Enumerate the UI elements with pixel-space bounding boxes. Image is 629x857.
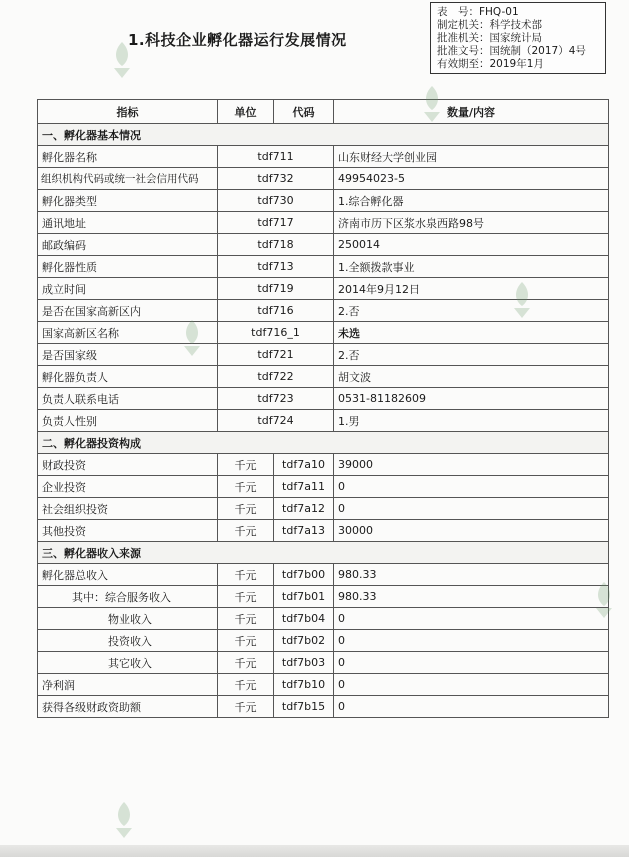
section-heading: 二、孵化器投资构成 bbox=[38, 432, 609, 454]
meta-approving-authority: 批准机关：国家统计局 bbox=[437, 32, 542, 44]
table-row: 孵化器总收入 千元 tdf7b00 980.33 bbox=[38, 564, 609, 586]
table-row: 财政投资 千元 tdf7a10 39000 bbox=[38, 454, 609, 476]
table-row: 获得各级财政资助额 千元 tdf7b15 0 bbox=[38, 696, 609, 718]
meta-form-number: 表 号：FHQ-01 bbox=[437, 6, 519, 18]
page-bottom-edge bbox=[0, 845, 629, 857]
header-code: 代码 bbox=[274, 100, 334, 124]
meta-approval-number: 批准文号：国统制（2017）4号 bbox=[437, 45, 586, 57]
section-heading: 一、孵化器基本情况 bbox=[38, 124, 609, 146]
table-row: 负责人联系电话 tdf723 0531-81182609 bbox=[38, 388, 609, 410]
meta-valid-until: 有效期至：2019年1月 bbox=[437, 58, 544, 70]
table-row: 其他投资 千元 tdf7a13 30000 bbox=[38, 520, 609, 542]
header-indicator: 指标 bbox=[38, 100, 218, 124]
table-row: 其中：综合服务收入 千元 tdf7b01 980.33 bbox=[38, 586, 609, 608]
table-row: 邮政编码 tdf718 250014 bbox=[38, 234, 609, 256]
form-metadata-box bbox=[430, 2, 606, 74]
watermark-emblem-icon bbox=[108, 40, 136, 80]
incubator-data-table bbox=[37, 99, 609, 718]
table-header-row bbox=[38, 100, 609, 124]
table-row: 孵化器类型 tdf730 1.综合孵化器 bbox=[38, 190, 609, 212]
header-value: 数量/内容 bbox=[334, 100, 609, 124]
section-heading: 三、孵化器收入来源 bbox=[38, 542, 609, 564]
watermark-emblem-icon bbox=[110, 800, 138, 840]
table-row: 孵化器名称 tdf711 山东财经大学创业园 bbox=[38, 146, 609, 168]
table-row: 其它收入 千元 tdf7b03 0 bbox=[38, 652, 609, 674]
table-row: 组织机构代码或统一社会信用代码 tdf732 49954023-5 bbox=[38, 168, 609, 190]
watermark-emblem-icon bbox=[590, 580, 618, 620]
table-row: 孵化器负责人 tdf722 胡文波 bbox=[38, 366, 609, 388]
form-title: 1.科技企业孵化器运行发展情况 bbox=[128, 31, 347, 49]
table-row: 是否在国家高新区内 tdf716 2.否 bbox=[38, 300, 609, 322]
table-row: 社会组织投资 千元 tdf7a12 0 bbox=[38, 498, 609, 520]
table-row: 物业收入 千元 tdf7b04 0 bbox=[38, 608, 609, 630]
table-row: 负责人性别 tdf724 1.男 bbox=[38, 410, 609, 432]
table-row: 国家高新区名称 tdf716_1 未选 bbox=[38, 322, 609, 344]
table-row: 通讯地址 tdf717 济南市历下区浆水泉西路98号 bbox=[38, 212, 609, 234]
table-row: 是否国家级 tdf721 2.否 bbox=[38, 344, 609, 366]
table-row: 成立时间 tdf719 2014年9月12日 bbox=[38, 278, 609, 300]
watermark-emblem-icon bbox=[418, 84, 446, 124]
header-unit: 单位 bbox=[218, 100, 274, 124]
table-row: 孵化器性质 tdf713 1.全额拨款事业 bbox=[38, 256, 609, 278]
table-row: 投资收入 千元 tdf7b02 0 bbox=[38, 630, 609, 652]
watermark-emblem-icon bbox=[178, 318, 206, 358]
table-row: 净利润 千元 tdf7b10 0 bbox=[38, 674, 609, 696]
meta-issuing-authority: 制定机关：科学技术部 bbox=[437, 19, 542, 31]
table-row: 企业投资 千元 tdf7a11 0 bbox=[38, 476, 609, 498]
watermark-emblem-icon bbox=[508, 280, 536, 320]
